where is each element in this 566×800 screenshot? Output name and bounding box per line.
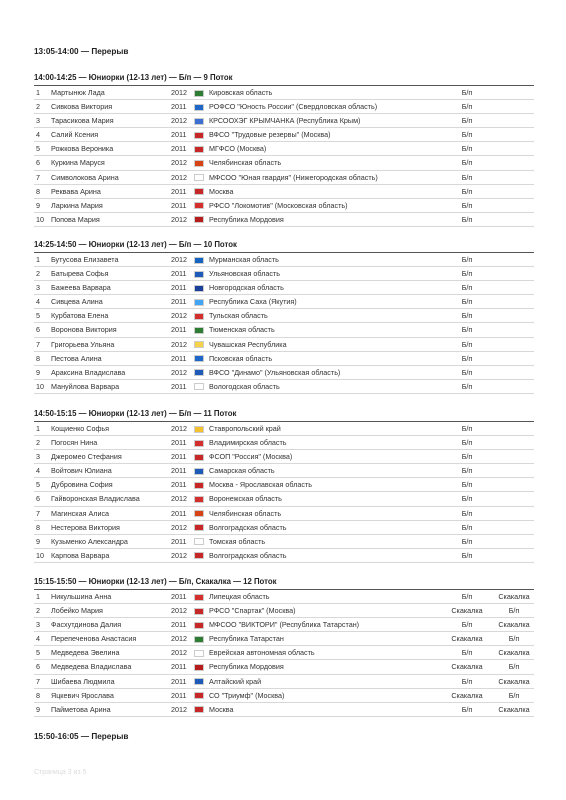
break-heading-1: 13:05-14:00 — Перерыв bbox=[34, 47, 129, 56]
apparatus-1: Б/п bbox=[461, 283, 473, 293]
apparatus-1: Б/п bbox=[461, 676, 473, 686]
athlete-number: 7 bbox=[36, 339, 40, 349]
table-row bbox=[34, 295, 534, 309]
table-row bbox=[34, 436, 534, 450]
athlete-number: 6 bbox=[36, 494, 40, 504]
apparatus-1: Б/п bbox=[461, 620, 473, 630]
apparatus-1: Б/п bbox=[461, 424, 473, 433]
athlete-number: 4 bbox=[36, 297, 40, 307]
region-name: Вологодская область bbox=[209, 381, 280, 391]
birth-year: 2012 bbox=[171, 172, 187, 182]
region-flag-icon bbox=[194, 552, 204, 559]
region-name: КРСООХЭГ КРЫМЧАНКА (Республика Крым) bbox=[209, 116, 361, 126]
birth-year: 2012 bbox=[171, 606, 187, 616]
region-name: Республика Татарстан bbox=[209, 634, 284, 644]
region-flag-icon bbox=[194, 440, 204, 447]
region-flag-icon bbox=[194, 313, 204, 320]
athlete-number: 6 bbox=[36, 662, 40, 672]
birth-year: 2012 bbox=[171, 116, 187, 126]
table-row bbox=[34, 366, 534, 380]
birth-year: 2011 bbox=[171, 690, 187, 700]
athlete-name: Фасхутдинова Далия bbox=[51, 620, 122, 630]
birth-year: 2012 bbox=[171, 255, 187, 264]
apparatus-1: Б/п bbox=[461, 116, 473, 126]
athlete-name: Тарасикова Мария bbox=[51, 116, 114, 126]
region-flag-icon bbox=[194, 524, 204, 531]
birth-year: 2011 bbox=[171, 480, 187, 490]
apparatus-1: Б/п bbox=[461, 88, 473, 97]
region-flag-icon bbox=[194, 299, 204, 306]
table-row bbox=[34, 199, 534, 213]
table-row bbox=[34, 492, 534, 506]
region-name: Республика Саха (Якутия) bbox=[209, 297, 297, 307]
athlete-number: 4 bbox=[36, 466, 40, 476]
region-name: Чувашская Республика bbox=[209, 339, 287, 349]
birth-year: 2012 bbox=[171, 158, 187, 168]
region-flag-icon bbox=[194, 104, 204, 111]
region-name: МГФСО (Москва) bbox=[209, 144, 267, 154]
apparatus-1: Б/п bbox=[461, 200, 473, 210]
table-row bbox=[34, 352, 534, 366]
region-name: Новгородская область bbox=[209, 283, 284, 293]
region-flag-icon bbox=[194, 468, 204, 475]
athlete-name: Мануйлова Варвара bbox=[51, 381, 120, 391]
region-flag-icon bbox=[194, 369, 204, 376]
region-name: Кировская область bbox=[209, 88, 273, 97]
region-flag-icon bbox=[194, 706, 204, 713]
apparatus-2: Скакалка bbox=[498, 592, 530, 601]
region-flag-icon bbox=[194, 132, 204, 139]
region-name: Волгоградская область bbox=[209, 550, 287, 560]
table-row bbox=[34, 267, 534, 281]
athlete-number: 3 bbox=[36, 283, 40, 293]
region-name: ВФСО "Динамо" (Ульяновская область) bbox=[209, 367, 341, 377]
region-flag-icon bbox=[194, 327, 204, 334]
region-flag-icon bbox=[194, 594, 204, 601]
birth-year: 2011 bbox=[171, 283, 187, 293]
table-row bbox=[34, 675, 534, 689]
apparatus-1: Б/п bbox=[461, 704, 473, 714]
apparatus-1: Б/п bbox=[461, 144, 473, 154]
region-flag-icon bbox=[194, 285, 204, 292]
region-name: Москва bbox=[209, 186, 234, 196]
birth-year: 2011 bbox=[171, 592, 187, 601]
athlete-name: Попова Мария bbox=[51, 214, 100, 224]
birth-year: 2011 bbox=[171, 200, 187, 210]
athlete-number: 10 bbox=[36, 550, 44, 560]
region-flag-icon bbox=[194, 174, 204, 181]
athlete-name: Бутусова Елизавета bbox=[51, 255, 119, 264]
table-row bbox=[34, 185, 534, 199]
region-name: Липецкая область bbox=[209, 592, 270, 601]
athlete-number: 8 bbox=[36, 353, 40, 363]
region-name: Тюменская область bbox=[209, 325, 275, 335]
birth-year: 2011 bbox=[171, 536, 187, 546]
athlete-number: 5 bbox=[36, 144, 40, 154]
athlete-name: Кощиенко Софья bbox=[51, 424, 110, 433]
apparatus-2: Скакалка bbox=[498, 620, 530, 630]
apparatus-1: Б/п bbox=[461, 438, 473, 448]
athlete-number: 10 bbox=[36, 214, 44, 224]
apparatus-1: Б/п bbox=[461, 648, 473, 658]
region-name: МФСОО "ВИКТОРИ" (Республика Татарстан) bbox=[209, 620, 360, 630]
athlete-name: Салий Ксения bbox=[51, 130, 99, 140]
table-row bbox=[34, 521, 534, 535]
table-row bbox=[34, 689, 534, 703]
table-row bbox=[34, 156, 534, 170]
page-footer: Страница 3 из 5 bbox=[34, 769, 87, 776]
athlete-name: Курбатова Елена bbox=[51, 311, 109, 321]
region-name: ВФСО "Трудовые резервы" (Москва) bbox=[209, 130, 331, 140]
table-row bbox=[34, 632, 534, 646]
region-name: СО "Триумф" (Москва) bbox=[209, 690, 285, 700]
table-row bbox=[34, 323, 534, 337]
athlete-name: Войтович Юлиана bbox=[51, 466, 112, 476]
region-flag-icon bbox=[194, 664, 204, 671]
apparatus-1: Б/п bbox=[461, 592, 473, 601]
athlete-number: 8 bbox=[36, 522, 40, 532]
birth-year: 2011 bbox=[171, 130, 187, 140]
table-row bbox=[34, 422, 534, 436]
birth-year: 2012 bbox=[171, 311, 187, 321]
athlete-name: Перепеченова Анастасия bbox=[51, 634, 137, 644]
apparatus-1: Б/п bbox=[461, 480, 473, 490]
athlete-name: Пестова Алина bbox=[51, 353, 102, 363]
apparatus-1: Б/п bbox=[461, 381, 473, 391]
apparatus-1: Скакалка bbox=[451, 634, 483, 644]
apparatus-1: Б/п bbox=[461, 522, 473, 532]
region-flag-icon bbox=[194, 257, 204, 264]
athlete-number: 10 bbox=[36, 381, 44, 391]
heat-title: 15:15-15:50 — Юниорки (12-13 лет) — Б/п, Скакалка — 12 Поток bbox=[34, 576, 534, 590]
apparatus-1: Б/п bbox=[461, 186, 473, 196]
athlete-number: 6 bbox=[36, 158, 40, 168]
region-flag-icon bbox=[194, 118, 204, 125]
table-row bbox=[34, 478, 534, 492]
athlete-number: 9 bbox=[36, 704, 40, 714]
region-name: Челябинская область bbox=[209, 508, 282, 518]
apparatus-1: Б/п bbox=[461, 536, 473, 546]
apparatus-2: Б/п bbox=[508, 606, 520, 616]
table-row bbox=[34, 114, 534, 128]
athlete-name: Пайметова Арина bbox=[51, 704, 111, 714]
athlete-number: 3 bbox=[36, 116, 40, 126]
athlete-name: Воронова Виктория bbox=[51, 325, 117, 335]
region-name: РОФСО "Юность России" (Свердловская область) bbox=[209, 102, 378, 112]
athlete-name: Медведева Эвелина bbox=[51, 648, 120, 658]
athlete-number: 2 bbox=[36, 102, 40, 112]
birth-year: 2011 bbox=[171, 508, 187, 518]
region-flag-icon bbox=[194, 383, 204, 390]
birth-year: 2011 bbox=[171, 620, 187, 630]
table-row bbox=[34, 507, 534, 521]
table-row bbox=[34, 100, 534, 114]
athlete-number: 9 bbox=[36, 536, 40, 546]
region-name: Москва - Ярославская область bbox=[209, 480, 313, 490]
table-row bbox=[34, 450, 534, 464]
athlete-name: Кузьменко Александра bbox=[51, 536, 128, 546]
apparatus-1: Б/п bbox=[461, 367, 473, 377]
region-flag-icon bbox=[194, 202, 204, 209]
apparatus-1: Б/п bbox=[461, 339, 473, 349]
apparatus-1: Б/п bbox=[461, 102, 473, 112]
athlete-number: 8 bbox=[36, 186, 40, 196]
region-name: Республика Мордовия bbox=[209, 214, 284, 224]
heat-title: 14:25-14:50 — Юниорки (12-13 лет) — Б/п — 10 Поток bbox=[34, 239, 534, 253]
athlete-number: 1 bbox=[36, 424, 40, 433]
apparatus-2: Скакалка bbox=[498, 648, 530, 658]
athlete-number: 9 bbox=[36, 200, 40, 210]
apparatus-1: Б/п bbox=[461, 311, 473, 321]
table-row bbox=[34, 171, 534, 185]
region-flag-icon bbox=[194, 538, 204, 545]
apparatus-1: Скакалка bbox=[451, 662, 483, 672]
region-flag-icon bbox=[194, 510, 204, 517]
table-row bbox=[34, 590, 534, 604]
birth-year: 2011 bbox=[171, 662, 187, 672]
birth-year: 2012 bbox=[171, 88, 187, 97]
athlete-number: 6 bbox=[36, 325, 40, 335]
table-row bbox=[34, 309, 534, 323]
birth-year: 2011 bbox=[171, 381, 187, 391]
apparatus-1: Б/п bbox=[461, 269, 473, 279]
birth-year: 2011 bbox=[171, 466, 187, 476]
region-flag-icon bbox=[194, 622, 204, 629]
birth-year: 2011 bbox=[171, 452, 187, 462]
athlete-number: 7 bbox=[36, 172, 40, 182]
apparatus-1: Б/п bbox=[461, 214, 473, 224]
apparatus-1: Б/п bbox=[461, 297, 473, 307]
apparatus-1: Б/п bbox=[461, 130, 473, 140]
athlete-name: Реквава Арина bbox=[51, 186, 101, 196]
region-name: РФСО "Локомотив" (Московская область) bbox=[209, 200, 348, 210]
athlete-name: Бажеева Варвара bbox=[51, 283, 111, 293]
apparatus-1: Б/п bbox=[461, 158, 473, 168]
apparatus-1: Б/п bbox=[461, 508, 473, 518]
region-name: Еврейская автономная область bbox=[209, 648, 315, 658]
athlete-name: Григорьева Ульяна bbox=[51, 339, 115, 349]
athlete-name: Сивкова Виктория bbox=[51, 102, 113, 112]
athlete-number: 5 bbox=[36, 648, 40, 658]
region-name: РФСО "Спартак" (Москва) bbox=[209, 606, 296, 616]
region-flag-icon bbox=[194, 482, 204, 489]
birth-year: 2011 bbox=[171, 438, 187, 448]
athlete-name: Рожкова Вероника bbox=[51, 144, 114, 154]
region-name: Псковская область bbox=[209, 353, 273, 363]
table-row bbox=[34, 142, 534, 156]
birth-year: 2011 bbox=[171, 269, 187, 279]
region-flag-icon bbox=[194, 426, 204, 433]
athlete-name: Никульшина Анна bbox=[51, 592, 112, 601]
region-name: Томская область bbox=[209, 536, 266, 546]
apparatus-2: Б/п bbox=[508, 690, 520, 700]
region-flag-icon bbox=[194, 454, 204, 461]
apparatus-1: Б/п bbox=[461, 255, 473, 264]
athlete-name: Дубровина София bbox=[51, 480, 113, 490]
heat-block-10 bbox=[34, 239, 534, 394]
athlete-name: Нестерова Виктория bbox=[51, 522, 120, 532]
region-flag-icon bbox=[194, 341, 204, 348]
table-row bbox=[34, 464, 534, 478]
birth-year: 2011 bbox=[171, 297, 187, 307]
athlete-name: Араксина Владислава bbox=[51, 367, 126, 377]
table-row bbox=[34, 618, 534, 632]
birth-year: 2012 bbox=[171, 339, 187, 349]
birth-year: 2012 bbox=[171, 634, 187, 644]
athlete-name: Джеромео Стефания bbox=[51, 452, 122, 462]
birth-year: 2012 bbox=[171, 522, 187, 532]
apparatus-1: Б/п bbox=[461, 325, 473, 335]
apparatus-2: Скакалка bbox=[498, 704, 530, 714]
region-name: МФСОО "Юная гвардия" (Нижегородская область) bbox=[209, 172, 378, 182]
table-row bbox=[34, 86, 534, 100]
region-name: ФСОП "Россия" (Москва) bbox=[209, 452, 293, 462]
birth-year: 2011 bbox=[171, 676, 187, 686]
heat-block-11 bbox=[34, 408, 534, 563]
birth-year: 2012 bbox=[171, 648, 187, 658]
apparatus-1: Скакалка bbox=[451, 606, 483, 616]
athlete-name: Сивцева Алина bbox=[51, 297, 103, 307]
apparatus-1: Б/п bbox=[461, 550, 473, 560]
birth-year: 2012 bbox=[171, 214, 187, 224]
region-flag-icon bbox=[194, 636, 204, 643]
apparatus-2: Б/п bbox=[508, 662, 520, 672]
athlete-name: Куркина Маруся bbox=[51, 158, 105, 168]
region-name: Республика Мордовия bbox=[209, 662, 284, 672]
athlete-name: Медведева Владислава bbox=[51, 662, 132, 672]
table-row bbox=[34, 213, 534, 227]
region-flag-icon bbox=[194, 160, 204, 167]
athlete-number: 1 bbox=[36, 592, 40, 601]
apparatus-2: Б/п bbox=[508, 634, 520, 644]
table-row bbox=[34, 535, 534, 549]
apparatus-2: Скакалка bbox=[498, 676, 530, 686]
birth-year: 2011 bbox=[171, 353, 187, 363]
region-name: Мурманская область bbox=[209, 255, 279, 264]
athlete-number: 3 bbox=[36, 452, 40, 462]
region-name: Воронежская область bbox=[209, 494, 282, 504]
athlete-name: Шибаева Людмила bbox=[51, 676, 115, 686]
table-row bbox=[34, 128, 534, 142]
athlete-name: Ларкина Мария bbox=[51, 200, 103, 210]
region-flag-icon bbox=[194, 678, 204, 685]
region-name: Самарская область bbox=[209, 466, 275, 476]
birth-year: 2012 bbox=[171, 424, 187, 433]
region-flag-icon bbox=[194, 90, 204, 97]
region-name: Тульская область bbox=[209, 311, 268, 321]
athlete-number: 4 bbox=[36, 634, 40, 644]
region-name: Ставропольский край bbox=[209, 424, 281, 433]
table-row bbox=[34, 703, 534, 717]
table-row bbox=[34, 646, 534, 660]
apparatus-1: Б/п bbox=[461, 466, 473, 476]
athlete-number: 4 bbox=[36, 130, 40, 140]
heat-title: 14:50-15:15 — Юниорки (12-13 лет) — Б/п — 11 Поток bbox=[34, 408, 534, 422]
athlete-name: Яцкевич Ярослава bbox=[51, 690, 114, 700]
apparatus-1: Б/п bbox=[461, 494, 473, 504]
athlete-number: 2 bbox=[36, 438, 40, 448]
birth-year: 2011 bbox=[171, 144, 187, 154]
athlete-name: Гайворонская Владислава bbox=[51, 494, 140, 504]
athlete-number: 5 bbox=[36, 480, 40, 490]
apparatus-1: Б/п bbox=[461, 452, 473, 462]
table-row bbox=[34, 281, 534, 295]
athlete-number: 1 bbox=[36, 255, 40, 264]
heat-title: 14:00-14:25 — Юниорки (12-13 лет) — Б/п — 9 Поток bbox=[34, 72, 534, 86]
athlete-number: 3 bbox=[36, 620, 40, 630]
region-flag-icon bbox=[194, 188, 204, 195]
birth-year: 2011 bbox=[171, 102, 187, 112]
table-row bbox=[34, 549, 534, 563]
athlete-number: 7 bbox=[36, 508, 40, 518]
birth-year: 2012 bbox=[171, 704, 187, 714]
birth-year: 2011 bbox=[171, 325, 187, 335]
athlete-number: 2 bbox=[36, 269, 40, 279]
birth-year: 2011 bbox=[171, 186, 187, 196]
athlete-number: 2 bbox=[36, 606, 40, 616]
athlete-name: Батырева Софья bbox=[51, 269, 109, 279]
region-name: Волгоградская область bbox=[209, 522, 287, 532]
region-name: Алтайский край bbox=[209, 676, 262, 686]
region-flag-icon bbox=[194, 650, 204, 657]
athlete-name: Магинская Алиса bbox=[51, 508, 110, 518]
heat-block-9 bbox=[34, 72, 534, 227]
region-flag-icon bbox=[194, 496, 204, 503]
athlete-number: 9 bbox=[36, 367, 40, 377]
athlete-number: 8 bbox=[36, 690, 40, 700]
heat-block-12 bbox=[34, 576, 534, 717]
athlete-name: Символокова Арина bbox=[51, 172, 119, 182]
birth-year: 2012 bbox=[171, 367, 187, 377]
region-flag-icon bbox=[194, 608, 204, 615]
birth-year: 2012 bbox=[171, 494, 187, 504]
table-row bbox=[34, 380, 534, 394]
region-name: Челябинская область bbox=[209, 158, 282, 168]
birth-year: 2012 bbox=[171, 550, 187, 560]
break-heading-2: 15:50-16:05 — Перерыв bbox=[34, 732, 129, 741]
table-row bbox=[34, 604, 534, 618]
apparatus-1: Скакалка bbox=[451, 690, 483, 700]
region-flag-icon bbox=[194, 355, 204, 362]
region-flag-icon bbox=[194, 216, 204, 223]
region-name: Ульяновская область bbox=[209, 269, 281, 279]
table-row bbox=[34, 660, 534, 674]
table-row bbox=[34, 253, 534, 267]
athlete-name: Карпова Варвара bbox=[51, 550, 110, 560]
athlete-name: Лобейко Мария bbox=[51, 606, 103, 616]
athlete-number: 7 bbox=[36, 676, 40, 686]
athlete-name: Мартынюк Лада bbox=[51, 88, 105, 97]
region-name: Владимирская область bbox=[209, 438, 287, 448]
region-flag-icon bbox=[194, 271, 204, 278]
apparatus-1: Б/п bbox=[461, 172, 473, 182]
region-name: Москва bbox=[209, 704, 234, 714]
region-flag-icon bbox=[194, 692, 204, 699]
apparatus-1: Б/п bbox=[461, 353, 473, 363]
athlete-number: 5 bbox=[36, 311, 40, 321]
athlete-name: Погосян Нина bbox=[51, 438, 98, 448]
athlete-number: 1 bbox=[36, 88, 40, 97]
region-flag-icon bbox=[194, 146, 204, 153]
table-row bbox=[34, 338, 534, 352]
